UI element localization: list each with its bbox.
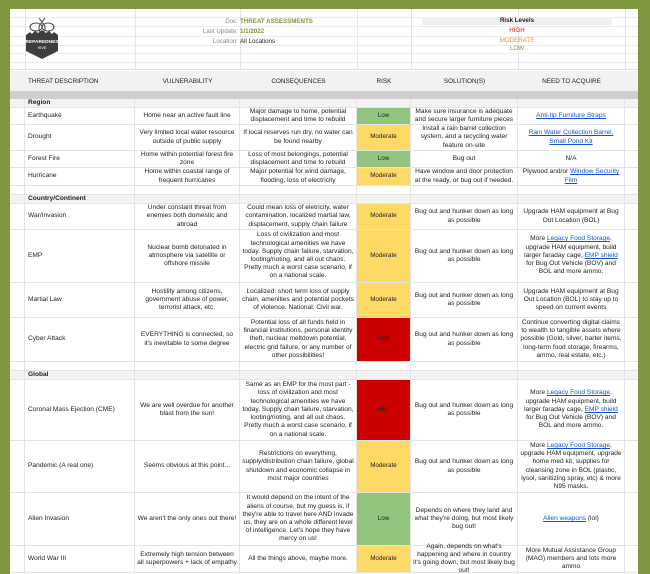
need-cell[interactable]	[518, 380, 625, 440]
section-title[interactable]: Global	[25, 371, 135, 379]
risk-cell-low[interactable]: Low	[357, 493, 411, 545]
threat-cell[interactable]: War/Invasion	[25, 204, 135, 229]
need-cell[interactable]: Upgrade HAM equipment at Bug Out Location (BOL)	[518, 204, 625, 229]
table-row	[10, 441, 638, 493]
last-update-value[interactable]: 1/1/2022	[240, 28, 265, 35]
need-text: Plywood and/or	[522, 168, 571, 176]
solutions-cell[interactable]: Bug out and hunker down as long as possible	[411, 318, 518, 361]
risk-cell-moderate[interactable]: Moderate	[357, 230, 411, 282]
threat-cell[interactable]: Coronal Mass Ejection (CME)	[25, 380, 135, 440]
alien-weapons-link[interactable]: Alien weapons	[543, 514, 587, 522]
vulnerability-cell[interactable]: Extremely high tension between all superpowers + lack of empathy	[135, 546, 240, 572]
table-row	[10, 380, 638, 441]
section-row-global	[10, 371, 638, 380]
threat-cell[interactable]: Forest Fire	[25, 151, 135, 167]
threat-cell[interactable]: Pandemic (A real one)	[25, 441, 135, 492]
header-divider	[10, 91, 638, 99]
vulnerability-cell[interactable]: EVERYTHING is connected, so it's inevitable to some degree	[135, 318, 240, 361]
column-header-need[interactable]: NEED TO ACQUIRE	[542, 77, 601, 85]
vulnerability-cell[interactable]: We are well overdue for another blast from the sun!	[135, 380, 240, 440]
column-header-vulnerability[interactable]: VULNERABILITY	[162, 77, 213, 85]
risk-cell-moderate[interactable]: Moderate	[357, 204, 411, 229]
solutions-cell[interactable]: Have window and door protection at the ready, or bug out if needed.	[411, 168, 518, 185]
section-row-country	[10, 195, 638, 204]
risk-cell-moderate[interactable]: Moderate	[357, 546, 411, 572]
table-row	[10, 168, 638, 186]
need-text: for Bug Out Vehicle (BOV) and BOL and more ammo.	[526, 260, 616, 276]
need-cell[interactable]	[518, 168, 625, 185]
table-row	[10, 283, 638, 318]
solutions-cell[interactable]: Install a rain barrel collection system, and a recycling water feature on-site	[411, 125, 518, 150]
legacy-food-storage-link[interactable]: Legacy Food Storage	[546, 235, 611, 243]
rain-barrel-link[interactable]: Rain Water Collection Barrel, Small Pond Kit	[528, 129, 614, 145]
table-row	[10, 151, 638, 168]
need-text: for Bug Out Vehicle (BOV) and BOL and more ammo.	[526, 414, 616, 430]
need-cell[interactable]	[518, 108, 625, 124]
svg-text:PREPAREDNESS: PREPAREDNESS	[24, 40, 60, 45]
table-row	[10, 542, 638, 574]
risk-levels-title: Risk Levels	[422, 17, 612, 25]
table-row	[10, 493, 638, 546]
empty-row	[10, 186, 638, 195]
column-header-risk[interactable]: RISK	[376, 77, 392, 85]
risk-cell-moderate[interactable]: Moderate	[357, 283, 411, 317]
solutions-cell[interactable]: Bug out and hunker down as long as possible	[411, 441, 518, 492]
vulnerability-cell[interactable]: Seems obvious at this point...	[135, 441, 240, 492]
column-header-row	[10, 71, 638, 91]
solutions-cell[interactable]: Depends on where they land and what they're doing, but most likely bug out!	[411, 493, 518, 545]
risk-cell-high[interactable]: High	[357, 380, 411, 440]
consequences-cell[interactable]: Loss of most belongings, potential displacement and time to rebuild	[240, 151, 357, 167]
need-cell[interactable]	[518, 125, 625, 150]
threat-cell[interactable]: Martial Law	[25, 283, 135, 317]
need-text: , upgrade HAM equipment, build larger faraday cage,	[524, 235, 617, 259]
table-row	[10, 204, 638, 230]
need-text: , upgrade HAM equipment, build larger faraday cage,	[524, 389, 617, 413]
svg-text:HIVE: HIVE	[37, 46, 47, 50]
preparedness-hive-logo	[24, 15, 60, 61]
threat-cell[interactable]: Cyber Attack	[25, 318, 135, 361]
consequences-cell[interactable]: Potential loss of all funds held in financial institutions, personal identity theft, nuclear meltdown potential, electric grid failure, or any number of other possibilities!	[240, 318, 357, 361]
vulnerability-cell[interactable]: Home within potential forest fire zone	[135, 151, 240, 167]
need-cell[interactable]: More Mutual Assistance Group (MAG) members and lots more ammo	[518, 546, 625, 572]
consequences-cell[interactable]: Same as an EMP for the most part - loss of civilization and most technological amenities we have today. Supply chain failure, starvation, looting/rioting, and all out chaos. Pretty much a worst case scenario, if on a national scale.	[240, 380, 357, 440]
need-text: , upgrade HAM equipment, upgrade home med kit, supplies for cleansing zone in BOL (plastic, lysol, sanitizing spray, etc) & more N95 masks.	[520, 441, 622, 490]
need-cell[interactable]: Upgrade HAM equipment at Bug Out Location (BOL) to stay up to speed on current events	[518, 283, 625, 317]
table-row	[10, 125, 638, 151]
consequences-cell[interactable]: If local reserves run dry, no water can be found nearby	[240, 125, 357, 150]
legacy-food-storage-link[interactable]: Legacy Food Storage	[546, 441, 611, 449]
need-text: More	[530, 389, 547, 397]
location-value[interactable]: All Locations	[240, 38, 276, 45]
table-row	[10, 230, 638, 283]
threat-table	[10, 99, 638, 573]
need-cell[interactable]: N/A	[518, 151, 625, 167]
vulnerability-cell[interactable]: We aren't the only ones out there!	[135, 493, 240, 545]
risk-cell-moderate[interactable]: Moderate	[357, 441, 411, 492]
window-film-link[interactable]: Window Security Film	[564, 168, 620, 184]
solutions-cell[interactable]: Bug out	[411, 151, 518, 167]
risk-cell-low[interactable]: Low	[357, 108, 411, 124]
threat-cell[interactable]: World War III	[25, 546, 135, 572]
emp-shield-link[interactable]: EMP shield	[584, 405, 618, 413]
spreadsheet	[10, 9, 638, 574]
column-header-threat[interactable]: THREAT DESCRIPTION	[28, 77, 99, 85]
consequences-cell[interactable]: Could mean loss of eletricity, water contamination, localized martial law, displacement, supply chain failure	[240, 204, 357, 229]
solutions-cell[interactable]: Bug out and hunker down as long as possible	[411, 204, 518, 229]
need-cell[interactable]: Continue converting digital claims to wealth to tangible assets where possible (Gold, silver, barter items, long-term food storage, firearms, ammo, real estate, etc.)	[518, 318, 625, 361]
last-update-label: Last Update:	[202, 28, 238, 35]
consequences-cell[interactable]: Loss of civilization and most technological amenities we have today. Supply chain failure, starvation, looting/rioting, and all out chaos. Pretty much a worst case scenario, if on a national scale.	[240, 230, 357, 282]
document-header	[10, 9, 638, 70]
risk-cell-moderate[interactable]: Moderate	[357, 125, 411, 150]
need-cell[interactable]	[518, 441, 625, 492]
threat-cell[interactable]: Drought	[25, 125, 135, 150]
threat-cell[interactable]: Earthquake	[25, 108, 135, 124]
section-row-region	[10, 99, 638, 108]
vulnerability-cell[interactable]: Under constant threat from enemies both domestic and abroad	[135, 204, 240, 229]
solutions-cell[interactable]: Again, depends on what's happening and where in country it's going down, but most likely bug out!	[411, 546, 518, 572]
risk-cell-low[interactable]: Low	[357, 151, 411, 167]
consequences-cell[interactable]: It would depend on the intent of the aliens of course, but my guess is, if they're able to travel here AND invade us, they are on a whole different level of intelligence. Let's hope they have mercy on us!	[240, 493, 357, 545]
threat-cell[interactable]: Hurricane	[25, 168, 135, 185]
section-title[interactable]: Region	[25, 99, 135, 107]
doc-value[interactable]: THREAT ASSESSMENTS	[240, 18, 313, 25]
column-header-consequences[interactable]: CONSEQUENCES	[271, 77, 326, 85]
vulnerability-cell[interactable]: Nuclear bomb detonated in atmosphere via satellite or offshore missile	[135, 230, 240, 282]
consequences-cell[interactable]: All the things above, maybe more.	[240, 546, 357, 572]
vulnerability-cell[interactable]: Home within coastal range of frequent hurricanes	[135, 168, 240, 185]
consequences-cell[interactable]: Major damage to home, potential displacement and time to rebuild	[240, 108, 357, 124]
risk-legend-low: LOW	[509, 45, 525, 52]
location-label: Location:	[212, 38, 238, 45]
column-header-solutions[interactable]: SOLUTION(S)	[443, 77, 486, 85]
risk-legend-high: HIGH	[509, 27, 525, 34]
solutions-cell[interactable]: Make sure insurance is adequate and secure larger furniture pieces	[411, 108, 518, 124]
consequences-cell[interactable]: Major potential for wind damage, flooding, loss of electricity	[240, 168, 357, 185]
consequences-cell[interactable]: Restrictions on everything, supply/distribution chain failure, global shutdown and economic collapse in most major countries	[240, 441, 357, 492]
solutions-cell[interactable]: Bug out and hunker down as long as possible	[411, 380, 518, 440]
solutions-cell[interactable]: Bug out and hunker down as long as possible	[411, 283, 518, 317]
section-title[interactable]: Country/Continent	[25, 195, 135, 203]
vulnerability-cell[interactable]: Hostility among citizens, government abuse of power, terrorist attack, etc.	[135, 283, 240, 317]
need-text: (lol)	[586, 514, 599, 522]
threat-cell[interactable]: Alien Invasion	[25, 493, 135, 545]
risk-cell-high[interactable]: High	[357, 318, 411, 361]
solutions-cell[interactable]: Bug out and hunker down as long as possible	[411, 230, 518, 282]
vulnerability-cell[interactable]: Very limited local water resource outside of public supply	[135, 125, 240, 150]
vulnerability-cell[interactable]: Home near an active fault line	[135, 108, 240, 124]
need-cell[interactable]	[518, 230, 625, 282]
anti-tip-straps-link[interactable]: Anti-tip Furniture Straps	[536, 111, 606, 119]
emp-shield-link[interactable]: EMP shield	[584, 251, 618, 259]
risk-legend-moderate: MODERATE	[499, 37, 535, 44]
table-row	[10, 108, 638, 125]
threat-cell[interactable]: EMP	[25, 230, 135, 282]
need-text: More	[530, 235, 547, 243]
empty-row	[10, 362, 638, 371]
legacy-food-storage-link[interactable]: Legacy Food Storage	[546, 389, 611, 397]
consequences-cell[interactable]: Localized: short term loss of supply chain, amenities and potential pockets of violence. National: Civil war.	[240, 283, 357, 317]
risk-cell-moderate[interactable]: Moderate	[357, 168, 411, 185]
table-row	[10, 318, 638, 362]
doc-label: Doc:	[225, 18, 238, 25]
need-cell[interactable]	[518, 493, 625, 545]
need-text: More	[530, 441, 547, 449]
